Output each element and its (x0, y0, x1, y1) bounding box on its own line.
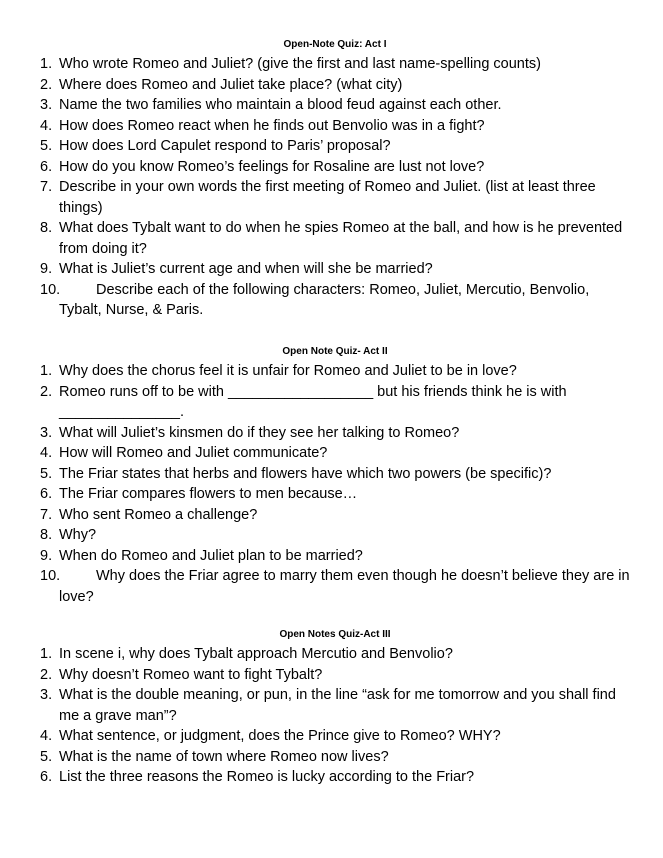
question-number: 3. (40, 424, 53, 441)
question-text: In scene i, why does Tybalt approach Mercutio and Benvolio? (59, 646, 453, 662)
question-number: 2. (40, 666, 53, 683)
question-text: What is Juliet’s current age and when will she be married? (59, 261, 433, 277)
question-text: When do Romeo and Juliet plan to be married? (59, 547, 363, 564)
question-item (40, 726, 630, 747)
question-text: How will Romeo and Juliet communicate? (59, 445, 328, 461)
quiz-act-3 (40, 628, 630, 788)
question-number: 1. (40, 646, 53, 662)
question-list (40, 644, 630, 788)
question-text: The Friar states that herbs and flowers have which two powers (be specific)? (59, 465, 552, 482)
question-item (40, 484, 630, 505)
question-item (40, 116, 630, 137)
question-number: 9. (40, 261, 53, 277)
question-number: 4. (40, 445, 53, 461)
question-number: 2. (40, 76, 53, 93)
question-item (40, 747, 630, 768)
question-text: What does Tybalt want to do when he spies Romeo at the ball, and how is he prevented from doing it? (59, 220, 623, 257)
question-number: 6. (40, 486, 53, 502)
question-text: Where does Romeo and Juliet take place? (what city) (59, 76, 403, 93)
question-text: Why? (59, 527, 97, 543)
question-number: 2. (40, 383, 53, 400)
question-text: Who wrote Romeo and Juliet? (give the first and last name-spelling counts) (59, 56, 541, 72)
question-item (40, 75, 630, 96)
question-item (40, 136, 630, 157)
question-text: The Friar compares flowers to men because… (59, 486, 358, 502)
question-item (40, 546, 630, 567)
question-text: How does Lord Capulet respond to Paris’ proposal? (59, 138, 391, 154)
quiz-act-2 (40, 345, 630, 607)
question-text: What is the double meaning, or pun, in the line “ask for me tomorrow and you shall find me a grave man”? (59, 687, 616, 724)
question-item (40, 644, 630, 665)
question-text: List the three reasons the Romeo is lucky according to the Friar? (59, 769, 475, 785)
question-item (40, 259, 630, 280)
question-number: 1. (40, 363, 53, 379)
question-number: 7. (40, 506, 53, 523)
question-number: 5. (40, 138, 53, 154)
question-item (40, 157, 630, 178)
question-number: 10. (40, 568, 61, 584)
question-item (40, 95, 630, 116)
question-list (40, 361, 630, 607)
question-number: 1. (40, 56, 53, 72)
quiz-title: Open Note Quiz- Act II (282, 346, 388, 357)
question-number: 4. (40, 728, 53, 744)
question-number: 4. (40, 117, 53, 134)
question-item (40, 767, 630, 788)
question-item (40, 361, 630, 382)
question-text: Who sent Romeo a challenge? (59, 506, 258, 523)
question-text: Name the two families who maintain a blood feud against each other. (59, 97, 502, 113)
quiz-title: Open-Note Quiz: Act I (283, 39, 387, 50)
question-number: 6. (40, 158, 53, 175)
question-number: 8. (40, 527, 53, 543)
question-text: Why does the chorus feel it is unfair for Romeo and Juliet to be in love? (59, 363, 517, 379)
question-item (40, 685, 630, 726)
question-number: 7. (40, 179, 53, 195)
question-number: 5. (40, 465, 53, 482)
question-list (40, 54, 630, 321)
question-item (40, 54, 630, 75)
question-text: What will Juliet’s kinsmen do if they see her talking to Romeo? (59, 424, 460, 441)
question-item (40, 382, 630, 423)
question-number: 8. (40, 220, 53, 236)
question-number: 3. (40, 97, 53, 113)
question-item (40, 177, 630, 218)
question-item (40, 218, 630, 259)
quiz-title: Open Notes Quiz-Act III (279, 629, 391, 640)
question-text: Why does the Friar agree to marry them even though he doesn’t believe they are in love? (59, 568, 630, 605)
question-item (40, 280, 630, 321)
question-text: What is the name of town where Romeo now lives? (59, 748, 389, 765)
question-text: Describe in your own words the first meeting of Romeo and Juliet. (list at least three things) (59, 179, 596, 216)
question-text: Why doesn’t Romeo want to fight Tybalt? (59, 666, 323, 683)
question-item (40, 525, 630, 546)
question-number: 6. (40, 769, 53, 785)
question-number: 3. (40, 687, 53, 703)
question-text: How does Romeo react when he finds out Benvolio was in a fight? (59, 117, 485, 134)
question-number: 10. (40, 281, 61, 298)
question-text: How do you know Romeo’s feelings for Rosaline are lust not love? (59, 158, 485, 175)
question-item (40, 505, 630, 526)
question-text: Describe each of the following characters: Romeo, Juliet, Mercutio, Benvolio, Tybalt, Nurse, & Paris. (59, 281, 590, 318)
question-text: What sentence, or judgment, does the Prince give to Romeo? WHY? (59, 728, 501, 744)
question-item (40, 423, 630, 444)
question-item (40, 566, 630, 607)
question-item (40, 464, 630, 485)
quiz-act-1 (40, 38, 630, 321)
question-text: Romeo runs off to be with __________________ but his friends think he is with _______________. (59, 383, 567, 420)
question-item (40, 665, 630, 686)
question-item (40, 443, 630, 464)
question-number: 9. (40, 547, 53, 564)
question-number: 5. (40, 748, 53, 765)
